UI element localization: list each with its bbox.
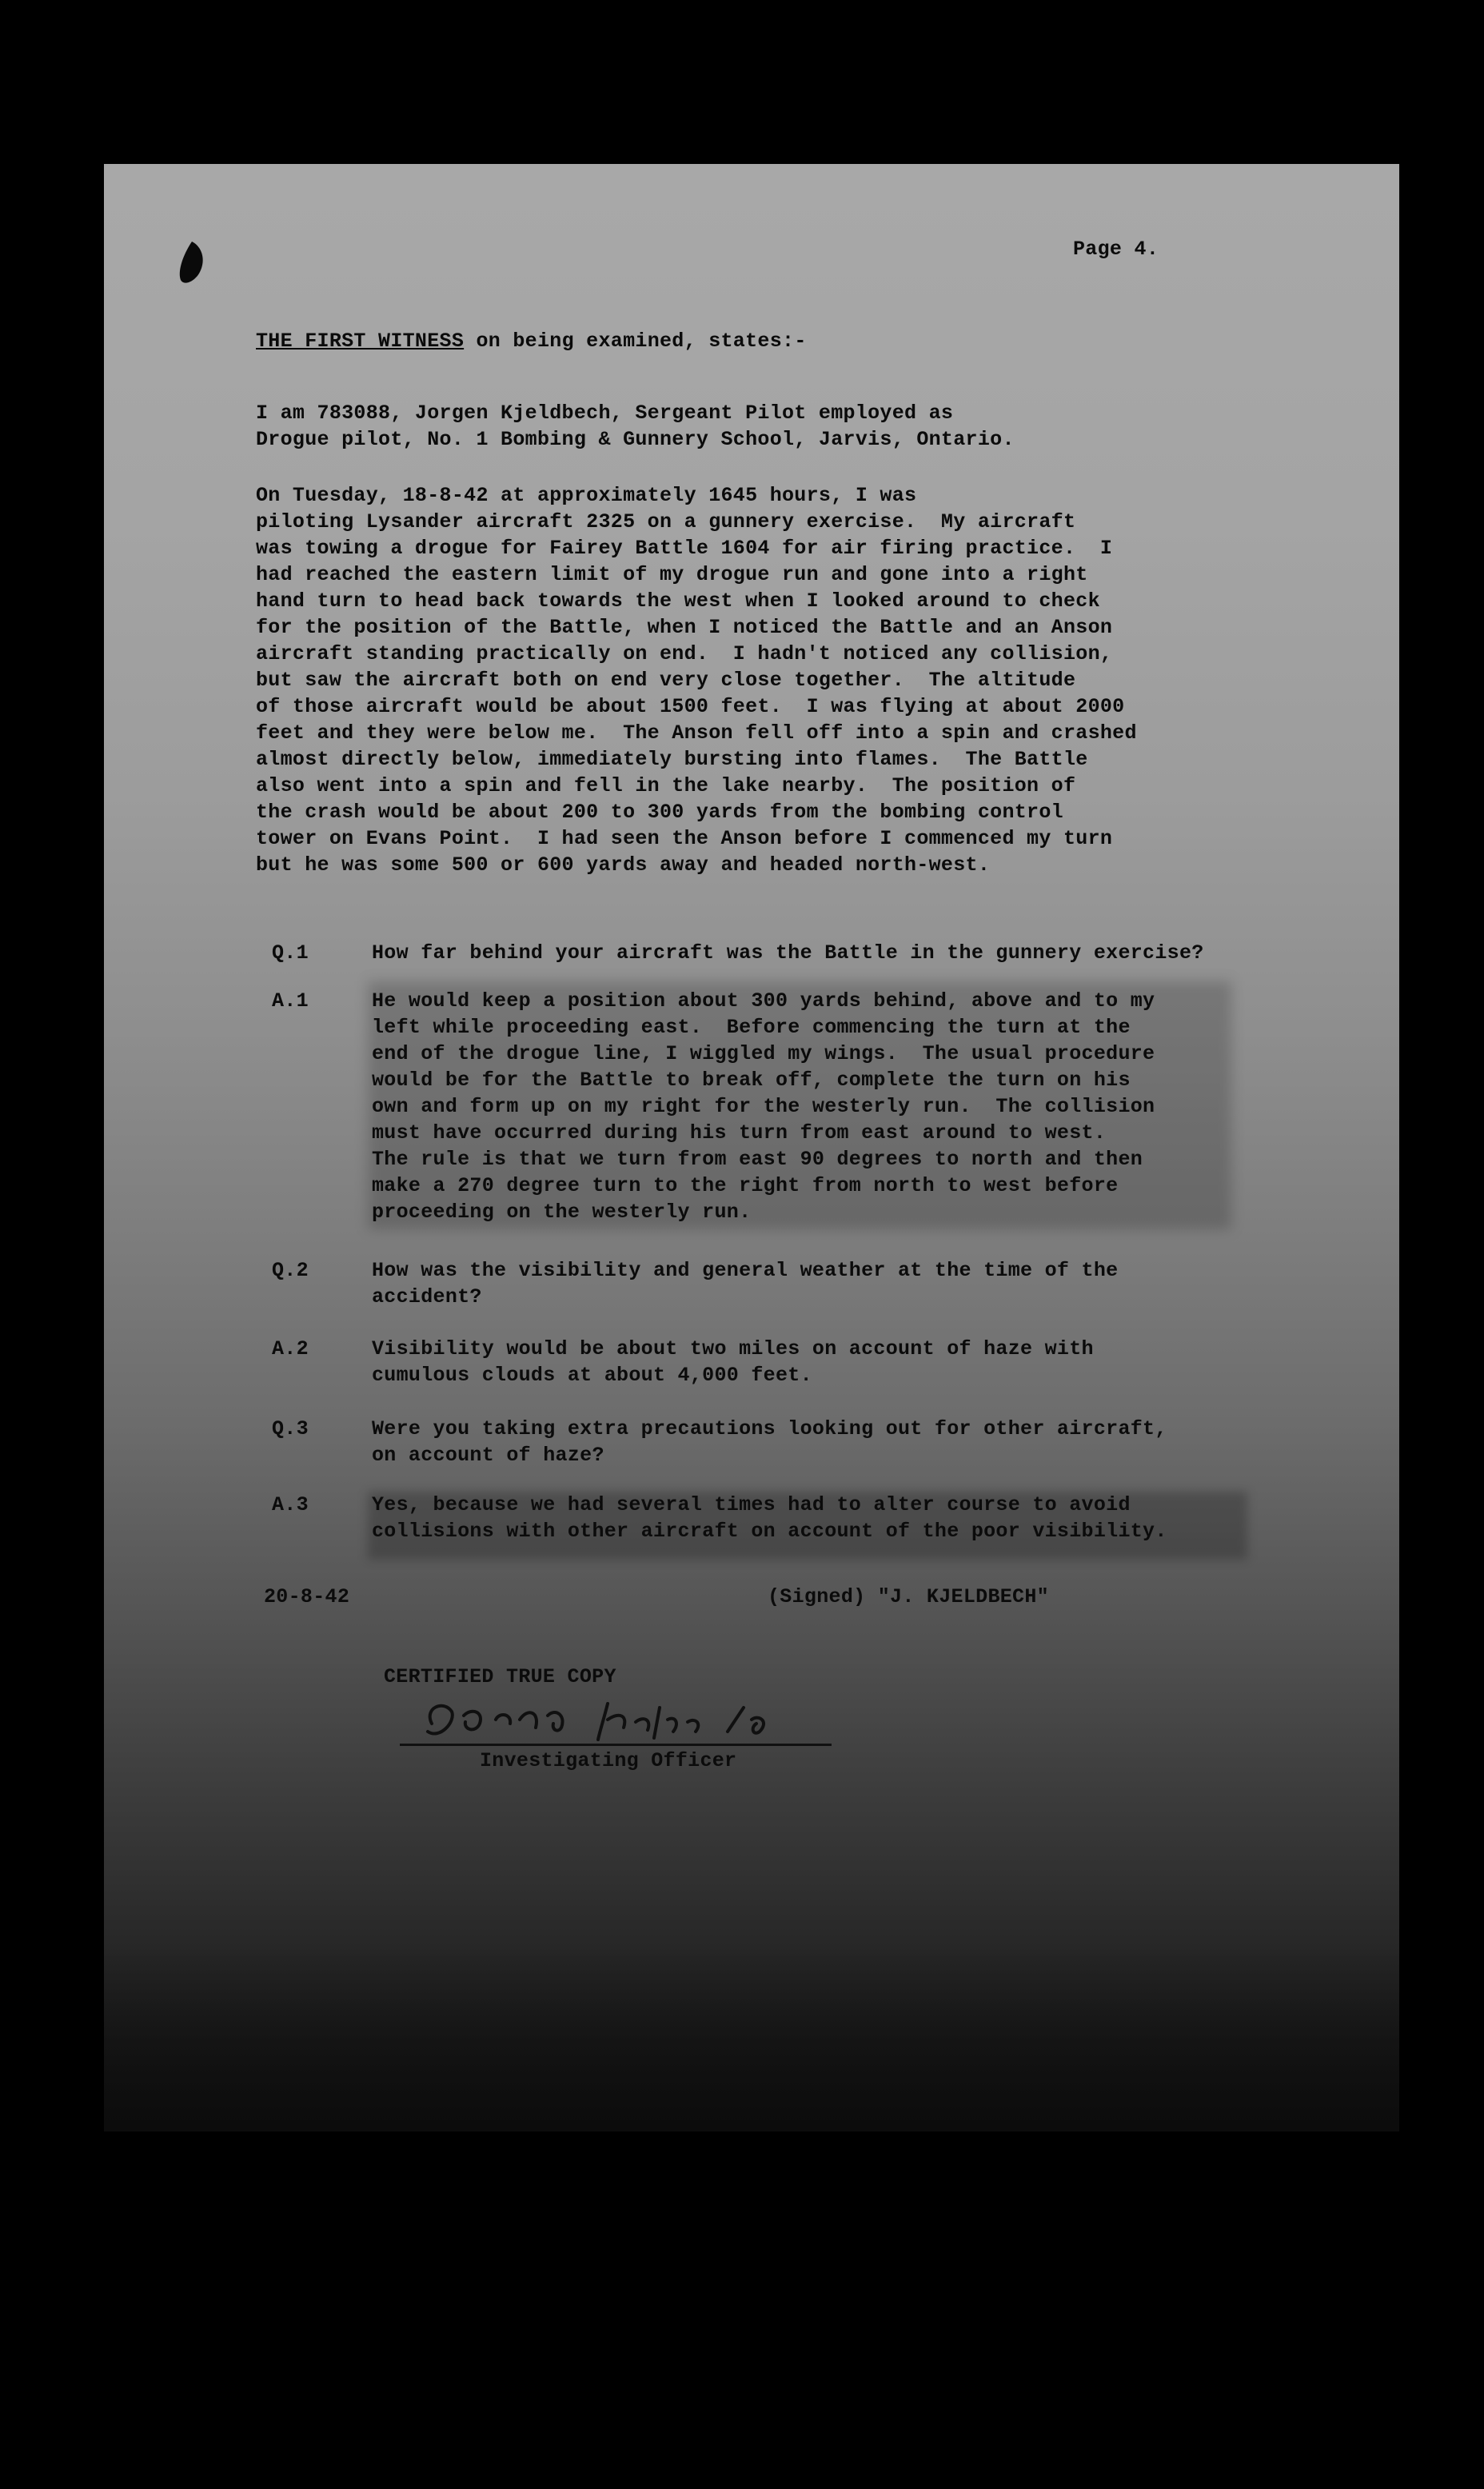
answer-text: Yes, because we had several times had to alter course to avoid collisions with other aircraft on account of the poor visibility. bbox=[372, 1493, 1167, 1543]
answer-text: Visibility would be about two miles on account of haze with cumulous clouds at about 4,000 feet. bbox=[372, 1337, 1094, 1387]
question-text: How was the visibility and general weather at the time of the accident? bbox=[372, 1259, 1119, 1308]
question-label: Q.2 bbox=[272, 1259, 309, 1282]
page-number: Page 4. bbox=[1073, 238, 1159, 261]
document-page bbox=[104, 164, 1399, 2131]
certified-true-copy: CERTIFIED TRUE COPY bbox=[384, 1665, 616, 1688]
heading-underlined: THE FIRST WITNESS bbox=[256, 330, 465, 353]
question-text: How far behind your aircraft was the Battle in the gunnery exercise? bbox=[372, 941, 1204, 965]
answer-label: A.2 bbox=[272, 1337, 309, 1360]
answer-text: He would keep a position about 300 yards behind, above and to my left while proceeding east. Before commencing the turn at the end of the drogue line, I wiggled my wings. The usual procedure would be for the Battle to break off, complete the turn on his own and form up on my right for the westerly run. The collision must have occurred during his turn from east around to west. The rule is that we turn from east 90 degrees to north and then make a 270 degree turn to the right from north to west before proceeding on the westerly run. bbox=[372, 989, 1155, 1224]
question-label: Q.3 bbox=[272, 1417, 309, 1440]
heading-rest: on being examined, states:- bbox=[464, 330, 807, 353]
investigating-officer-label: Investigating Officer bbox=[480, 1749, 737, 1772]
witness-intro-paragraph: I am 783088, Jorgen Kjeldbech, Sergeant Pilot employed as Drogue pilot, No. 1 Bombing & Gunnery School, Jarvis, Ontario. bbox=[256, 402, 1015, 451]
question-text: Were you taking extra precautions looking out for other aircraft, on account of haze? bbox=[372, 1417, 1167, 1467]
answer-label: A.3 bbox=[272, 1493, 309, 1516]
statement-date: 20-8-42 bbox=[264, 1585, 350, 1608]
answer-label: A.1 bbox=[272, 989, 309, 1013]
ink-smudge bbox=[176, 240, 208, 288]
scan-dark-edge bbox=[104, 1948, 1399, 2131]
signature-line bbox=[400, 1744, 832, 1746]
question-label: Q.1 bbox=[272, 941, 309, 965]
witness-statement-paragraph: On Tuesday, 18-8-42 at approximately 1645 hours, I was piloting Lysander aircraft 2325 on a gunnery exercise. My aircraft was towing a drogue for Fairey Battle 1604 for air firing practice. I had reached the eastern limit of my drogue run and gone into a right hand turn to head back towards the west when I looked around to check for the position of the Battle, when I noticed the Battle and an Anson aircraft standing practically on end. I hadn't noticed any collision, but saw the aircraft both on end very close together. The altitude of those aircraft would be about 1500 feet. I was flying at about 2000 feet and they were below me. The Anson fell off into a spin and crashed almost directly below, immediately bursting into flames. The Battle also went into a spin and fell in the lake nearby. The position of the crash would be about 200 to 300 yards from the bombing control tower on Evans Point. I had seen the Anson before I commenced my turn but he was some 500 or 600 yards away and headed north-west. bbox=[256, 484, 1137, 877]
witness-heading bbox=[256, 328, 807, 354]
signed-line: (Signed) "J. KJELDBECH" bbox=[768, 1585, 1049, 1608]
